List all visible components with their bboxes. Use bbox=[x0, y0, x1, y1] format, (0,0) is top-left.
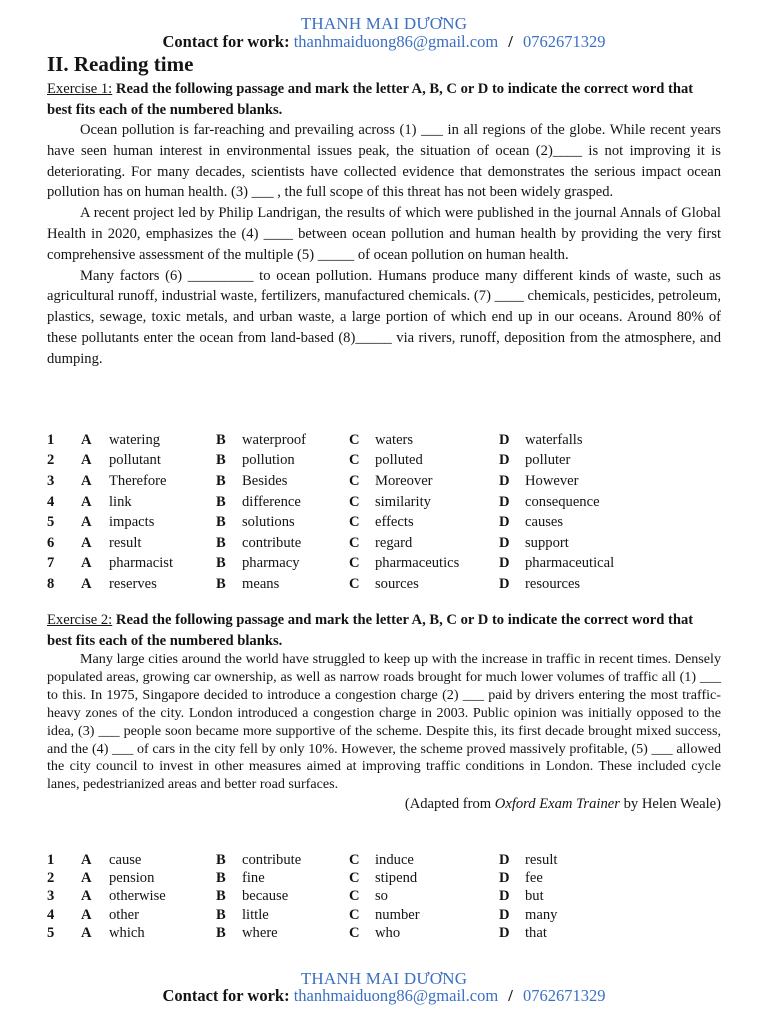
option-c[interactable]: regard bbox=[375, 534, 413, 551]
option-letter-b: B bbox=[216, 575, 226, 592]
option-a[interactable]: link bbox=[109, 493, 132, 510]
source-title: Oxford Exam Trainer bbox=[494, 796, 620, 813]
question-number: 1 bbox=[47, 431, 55, 448]
option-letter-d: D bbox=[499, 514, 510, 531]
option-a[interactable]: pension bbox=[109, 870, 155, 887]
option-c[interactable]: pharmaceutics bbox=[375, 555, 460, 572]
question-number: 4 bbox=[47, 493, 55, 510]
question-number: 7 bbox=[47, 555, 55, 572]
contact-line bbox=[0, 32, 768, 52]
question-number: 5 bbox=[47, 514, 55, 531]
option-letter-b: B bbox=[216, 431, 226, 448]
option-d[interactable]: resources bbox=[525, 575, 581, 592]
option-letter-c: C bbox=[349, 575, 360, 592]
phone-link[interactable]: 0762671329 bbox=[523, 32, 606, 51]
exercise-2-instruction: Read the following passage and mark the letter A, B, C or D to indicate the correct word that best fits each of the numbered blanks. bbox=[47, 612, 694, 649]
option-letter-c: C bbox=[349, 493, 360, 510]
option-letter-d: D bbox=[499, 534, 510, 551]
email-link[interactable]: thanhmaiduong86@gmail.com bbox=[293, 32, 499, 51]
option-letter-c: C bbox=[349, 888, 360, 905]
question-number: 8 bbox=[47, 575, 55, 592]
option-letter-a: A bbox=[81, 851, 92, 868]
option-c[interactable]: who bbox=[375, 925, 401, 942]
option-letter-b: B bbox=[216, 925, 226, 942]
option-letter-d: D bbox=[499, 431, 510, 448]
option-c[interactable]: effects bbox=[375, 514, 414, 531]
option-d[interactable]: waterfalls bbox=[525, 431, 583, 448]
option-letter-b: B bbox=[216, 870, 226, 887]
option-letter-b: B bbox=[216, 555, 226, 572]
option-letter-a: A bbox=[81, 452, 92, 469]
option-a[interactable]: pollutant bbox=[109, 452, 161, 469]
contact-label: Contact for work: bbox=[162, 32, 290, 51]
option-d[interactable]: polluter bbox=[525, 452, 571, 469]
option-d[interactable]: that bbox=[525, 925, 547, 942]
option-b[interactable]: fine bbox=[242, 870, 265, 887]
exercise-2-paragraph: Many large cities around the world have struggled to keep up with the increase in traffic in recent times. Densely populated areas, growing car ownership, as well as narrow roads brought for much lower volumes of traffic all (1) ___ to this. In 1975, Singapore decided to introduce a congestion charge (2) ___ paid by drivers entering the most traffic-heavy zones of the city. London introduced a congestion charge in 2003. Public opinion was initially opposed to the idea, (3) ___ people soon became more supportive of the scheme. Despite this, its first decade brought mixed success, and the (4) ___ of cars in the city fell by only 10%. However, the scheme proved massively profitable, (5) ___ allowed the city council to invest in other measures aimed at improving traffic conditions in London. These included cycle lanes, pedestrianized areas and better road surfaces. bbox=[47, 651, 721, 793]
author-name: THANH MAI DƯƠNG bbox=[300, 14, 468, 33]
exercise-1-paragraph-3: Many factors (6) _________ to ocean pollution. Humans produce many different kinds of waste, such as agricultural runoff, industrial waste, fertilizers, manufactured chemicals. (7) ____ chemicals, pesticides, petroleum, plastics, sewage, toxic metals, and urban waste, a large portion of which end up in our oceans. Around 80% of these pollutants enter the ocean from land-based (8)_____ via rivers, runoff, deposition from the atmosphere, and dumping. bbox=[47, 267, 721, 367]
option-c[interactable]: so bbox=[375, 888, 388, 905]
option-letter-b: B bbox=[216, 514, 226, 531]
option-letter-c: C bbox=[349, 555, 360, 572]
option-letter-a: A bbox=[81, 888, 92, 905]
option-b[interactable]: means bbox=[242, 575, 280, 592]
question-number: 3 bbox=[47, 472, 55, 489]
option-b[interactable]: Besides bbox=[242, 472, 288, 489]
option-letter-a: A bbox=[81, 555, 92, 572]
exercise-2-question-row bbox=[47, 888, 632, 906]
exercise-1-question-row bbox=[47, 492, 632, 513]
option-c[interactable]: Moreover bbox=[375, 472, 433, 489]
option-letter-d: D bbox=[499, 906, 510, 923]
exercise-1-options bbox=[47, 430, 632, 595]
option-c[interactable]: induce bbox=[375, 851, 414, 868]
option-letter-a: A bbox=[81, 925, 92, 942]
option-d[interactable]: result bbox=[525, 851, 558, 868]
exercise-1-title bbox=[47, 79, 721, 120]
exercise-1-question-row bbox=[47, 533, 632, 554]
option-c[interactable]: number bbox=[375, 906, 420, 923]
option-a[interactable]: other bbox=[109, 906, 139, 923]
option-d[interactable]: but bbox=[525, 888, 544, 905]
option-c[interactable]: similarity bbox=[375, 493, 431, 510]
option-a[interactable]: watering bbox=[109, 431, 161, 448]
option-letter-a: A bbox=[81, 534, 92, 551]
exercise-1-question-row bbox=[47, 471, 632, 492]
exercise-2-label: Exercise 2: bbox=[47, 612, 113, 628]
option-letter-a: A bbox=[81, 870, 92, 887]
option-letter-d: D bbox=[499, 493, 510, 510]
exercise-1-paragraph-2: A recent project led by Philip Landrigan, the results of which were published in the journal Annals of Global Health in 2020, emphasizes the (4) ____ between ocean pollution and human health by providing the very first comprehensive assessment of the multiple (5) _____ of ocean pollution on human health. bbox=[47, 205, 721, 263]
question-number: 5 bbox=[47, 925, 55, 942]
footer-email-link[interactable]: thanhmaiduong86@gmail.com bbox=[293, 986, 499, 1005]
option-c[interactable]: waters bbox=[375, 431, 414, 448]
question-number: 1 bbox=[47, 851, 55, 868]
option-b[interactable]: where bbox=[242, 925, 278, 942]
exercise-2-options bbox=[47, 851, 632, 943]
option-letter-d: D bbox=[499, 925, 510, 942]
option-a[interactable]: which bbox=[109, 925, 145, 942]
option-letter-c: C bbox=[349, 906, 360, 923]
option-letter-d: D bbox=[499, 452, 510, 469]
option-b[interactable]: because bbox=[242, 888, 289, 905]
exercise-2 bbox=[47, 610, 721, 813]
option-b[interactable]: contribute bbox=[242, 534, 302, 551]
exercise-1-question-row bbox=[47, 554, 632, 575]
option-c[interactable]: sources bbox=[375, 575, 419, 592]
option-d[interactable]: consequence bbox=[525, 493, 600, 510]
option-letter-c: C bbox=[349, 514, 360, 531]
question-number: 2 bbox=[47, 870, 55, 887]
option-c[interactable]: stipend bbox=[375, 870, 418, 887]
option-letter-a: A bbox=[81, 514, 92, 531]
option-a[interactable]: Therefore bbox=[109, 472, 167, 489]
option-a[interactable]: reserves bbox=[109, 575, 157, 592]
option-letter-a: A bbox=[81, 472, 92, 489]
option-letter-c: C bbox=[349, 452, 360, 469]
option-letter-b: B bbox=[216, 472, 226, 489]
option-letter-b: B bbox=[216, 452, 226, 469]
question-number: 6 bbox=[47, 534, 55, 551]
exercise-1 bbox=[47, 79, 721, 370]
footer-author-name: THANH MAI DƯƠNG bbox=[300, 969, 468, 988]
footer-separator: / bbox=[508, 986, 513, 1005]
option-letter-b: B bbox=[216, 851, 226, 868]
footer-contact-label: Contact for work: bbox=[162, 986, 290, 1005]
exercise-2-question-row bbox=[47, 925, 632, 943]
option-letter-a: A bbox=[81, 493, 92, 510]
option-letter-a: A bbox=[81, 431, 92, 448]
source-suffix: by Helen Weale) bbox=[619, 796, 721, 813]
question-number: 3 bbox=[47, 888, 55, 905]
option-letter-a: A bbox=[81, 575, 92, 592]
option-letter-b: B bbox=[216, 493, 226, 510]
exercise-1-question-row bbox=[47, 451, 632, 472]
question-number: 2 bbox=[47, 452, 55, 469]
option-letter-c: C bbox=[349, 925, 360, 942]
section-title: II. Reading time bbox=[47, 52, 194, 76]
option-b[interactable]: contribute bbox=[242, 851, 302, 868]
option-letter-c: C bbox=[349, 472, 360, 489]
option-letter-d: D bbox=[499, 555, 510, 572]
option-d[interactable]: many bbox=[525, 906, 558, 923]
option-d[interactable]: pharmaceutical bbox=[525, 555, 615, 572]
option-letter-c: C bbox=[349, 851, 360, 868]
option-letter-d: D bbox=[499, 851, 510, 868]
option-a[interactable]: pharmacist bbox=[109, 555, 174, 572]
source-citation bbox=[47, 796, 721, 813]
option-a[interactable]: cause bbox=[109, 851, 142, 868]
exercise-1-question-row bbox=[47, 512, 632, 533]
exercise-2-question-row bbox=[47, 869, 632, 887]
footer-contact-line bbox=[0, 986, 768, 1006]
exercise-1-label: Exercise 1: bbox=[47, 81, 113, 97]
option-letter-c: C bbox=[349, 534, 360, 551]
option-d[interactable]: causes bbox=[525, 514, 564, 531]
option-b[interactable]: little bbox=[242, 906, 269, 923]
option-letter-b: B bbox=[216, 906, 226, 923]
option-d[interactable]: support bbox=[525, 534, 569, 551]
option-letter-a: A bbox=[81, 906, 92, 923]
exercise-2-question-row bbox=[47, 906, 632, 924]
option-b[interactable]: waterproof bbox=[242, 431, 307, 448]
option-d[interactable]: However bbox=[525, 472, 579, 489]
option-letter-c: C bbox=[349, 870, 360, 887]
exercise-1-question-row bbox=[47, 574, 632, 595]
source-prefix: (Adapted from bbox=[404, 796, 495, 813]
option-b[interactable]: pharmacy bbox=[242, 555, 300, 572]
exercise-1-paragraph-1: Ocean pollution is far-reaching and prevailing across (1) ___ in all regions of the globe. While recent years have seen human interest in environmental issues peak, the situation of ocean (2)____ is not improving it is deteriorating. For many decades, scientists have collected evidence that demonstrates the serious impact ocean pollution has on human health. (3) ___ , the full scope of this threat has not been widely grasped. bbox=[47, 122, 721, 201]
question-number: 4 bbox=[47, 906, 55, 923]
option-b[interactable]: difference bbox=[242, 493, 301, 510]
option-a[interactable]: impacts bbox=[109, 514, 155, 531]
option-letter-d: D bbox=[499, 888, 510, 905]
exercise-2-title bbox=[47, 610, 721, 651]
option-letter-b: B bbox=[216, 888, 226, 905]
footer-phone-link[interactable]: 0762671329 bbox=[523, 986, 606, 1005]
exercise-2-question-row bbox=[47, 851, 632, 869]
option-letter-d: D bbox=[499, 870, 510, 887]
option-d[interactable]: fee bbox=[525, 870, 543, 887]
option-letter-c: C bbox=[349, 431, 360, 448]
option-letter-b: B bbox=[216, 534, 226, 551]
exercise-1-question-row bbox=[47, 430, 632, 451]
exercise-1-instruction: Read the following passage and mark the letter A, B, C or D to indicate the correct word that best fits each of the numbered blanks. bbox=[47, 81, 694, 118]
option-b[interactable]: solutions bbox=[242, 514, 295, 531]
option-a[interactable]: result bbox=[109, 534, 142, 551]
option-a[interactable]: otherwise bbox=[109, 888, 166, 905]
option-b[interactable]: pollution bbox=[242, 452, 295, 469]
separator: / bbox=[508, 32, 513, 51]
option-letter-d: D bbox=[499, 472, 510, 489]
option-c[interactable]: polluted bbox=[375, 452, 423, 469]
option-letter-d: D bbox=[499, 575, 510, 592]
